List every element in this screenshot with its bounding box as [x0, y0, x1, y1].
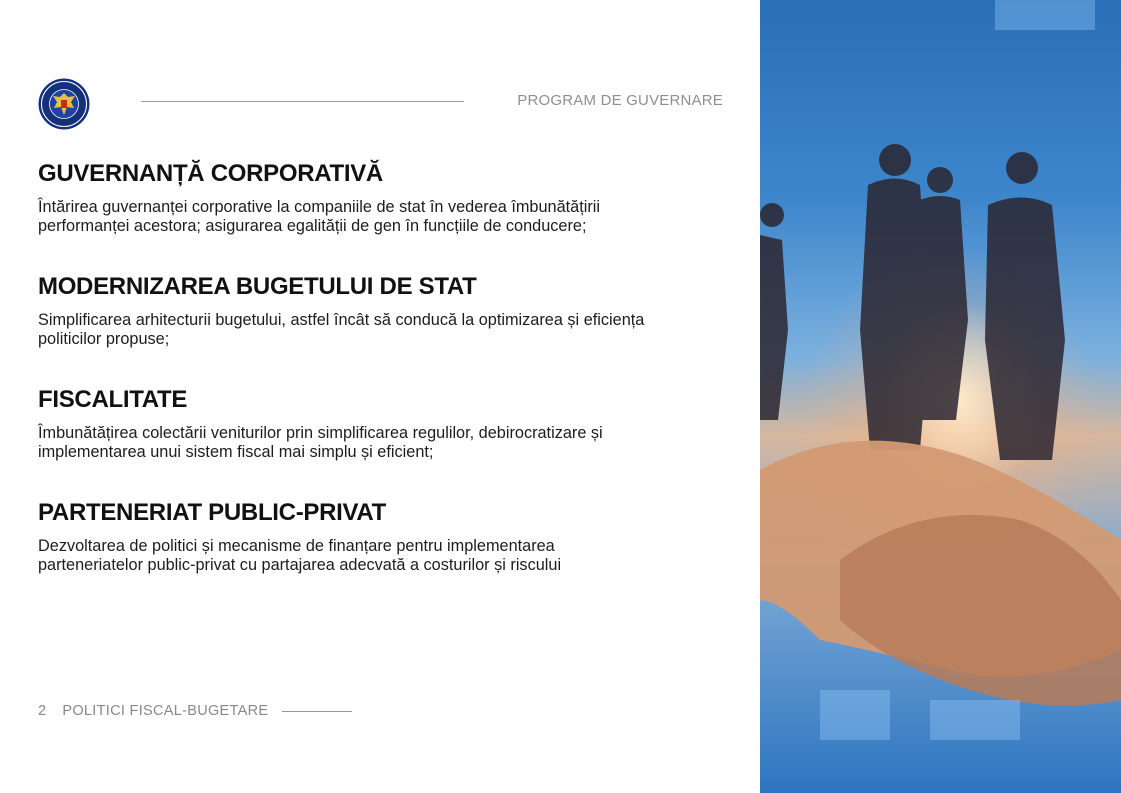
section-heading: FISCALITATE — [38, 386, 188, 413]
section-text: Întărirea guvernanței corporative la companiile de stat în vederea îmbunătățirii performanței acestora; asigurarea egalității de gen în funcțiile de conducere; — [38, 197, 601, 235]
page-footer — [38, 703, 352, 719]
business-handshake-photo — [760, 0, 1121, 793]
footer-section-label: POLITICI FISCAL-BUGETARE — [62, 703, 269, 719]
section-text: Simplificarea arhitecturii bugetului, astfel încât să conducă la optimizarea și eficiența politicilor propuse; — [38, 310, 645, 348]
section-fiscalitate — [38, 386, 728, 462]
footer-divider — [282, 711, 352, 712]
document-title: PROGRAM DE GUVERNARE — [517, 92, 723, 109]
page-number: 2 — [38, 703, 47, 719]
header-divider — [141, 101, 464, 102]
section-text: Îmbunătățirea colectării veniturilor prin simplificarea regulilor, debirocratizare și implementarea unui sistem fiscal mai simplu și eficient; — [38, 423, 603, 461]
section-parteneriat-public-privat — [38, 499, 728, 575]
section-heading: GUVERNANȚĂ CORPORATIVĂ — [38, 160, 383, 187]
section-guvernanta-corporativa — [38, 160, 728, 236]
section-heading: PARTENERIAT PUBLIC-PRIVAT — [38, 499, 387, 526]
section-modernizarea-bugetului — [38, 273, 728, 349]
section-heading: MODERNIZAREA BUGETULUI DE STAT — [38, 273, 477, 300]
coat-of-arms-logo — [37, 77, 91, 131]
section-text: Dezvoltarea de politici și mecanisme de finanțare pentru implementarea parteneriatelor public-privat cu partajarea adecvată a costurilor și riscului — [38, 536, 562, 574]
